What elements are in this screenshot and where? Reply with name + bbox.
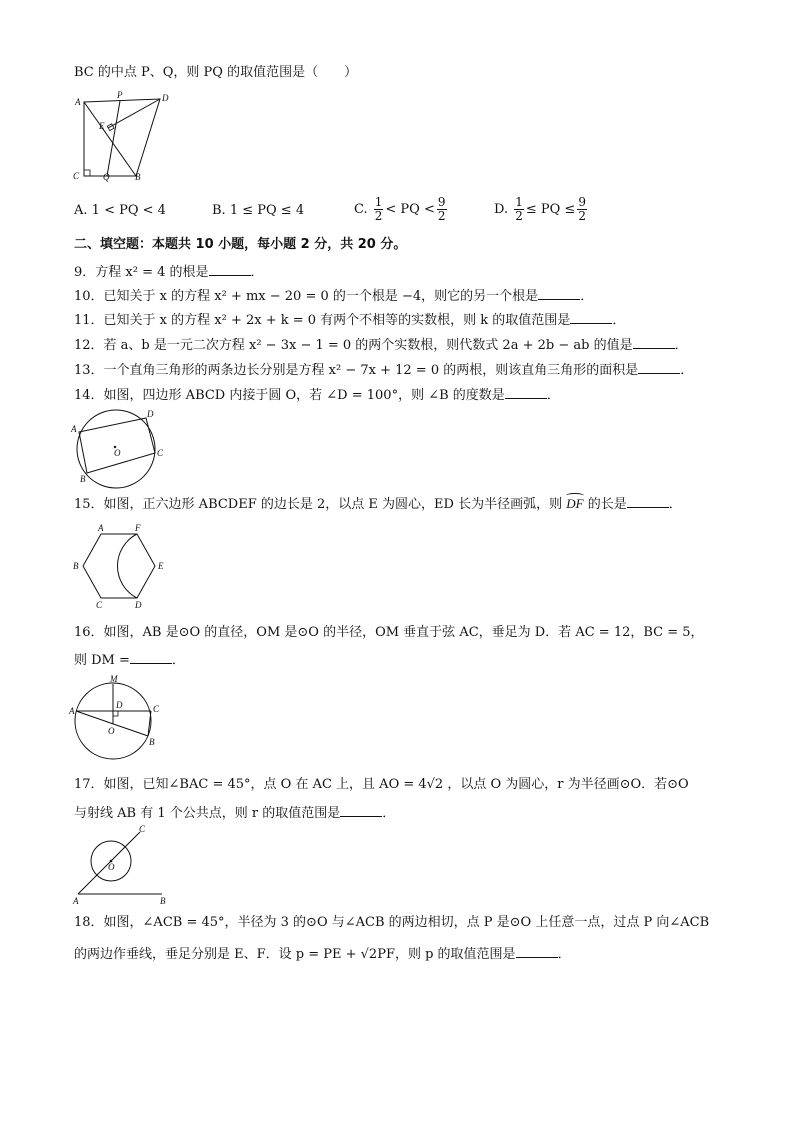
answer-blank[interactable]	[633, 335, 675, 349]
fig15-label-C: C	[96, 600, 103, 610]
q8-stem: BC 的中点 P、Q，则 PQ 的取值范围是（ ）	[74, 65, 358, 80]
answer-blank[interactable]	[340, 803, 382, 817]
q16-figure	[68, 674, 168, 764]
answer-blank[interactable]	[516, 944, 558, 958]
fig15-label-B: B	[73, 561, 79, 571]
answer-blank[interactable]	[570, 310, 612, 324]
fig16-label-B: B	[149, 737, 155, 747]
question-10: 10．已知关于 x 的方程 x² + mx − 20 = 0 的一个根是 −4，则它的另一个根是 ．	[74, 286, 593, 306]
option-d: D. $\frac{1}{2}$ ≤ PQ ≤ $\frac{9}{2}$	[494, 195, 586, 223]
fig16-label-D: D	[116, 700, 123, 710]
q17-figure	[70, 824, 174, 906]
fig14-label-O: O	[114, 448, 121, 458]
question-17: 17．如图，已知∠BAC = 45°，点 O 在 AC 上，且 AO = 4√2 ，以点 O 为圆心，r 为半径画⊙O．若⊙O	[74, 777, 689, 792]
question-16-cont: 则 DM = ．	[74, 650, 185, 670]
answer-blank[interactable]	[538, 286, 580, 300]
fig15-label-D: D	[135, 600, 142, 610]
question-12: 12．若 a、b 是一元二次方程 x² − 3x − 1 = 0 的两个实数根，则代数式 2a + 2b − ab 的值是 ．	[74, 335, 688, 355]
fig8-label-P: P	[117, 90, 123, 100]
fig16-label-O: O	[108, 726, 115, 736]
fig15-label-F: F	[135, 523, 141, 533]
option-c: C. $\frac{1}{2}$ < PQ < $\frac{9}{2}$	[354, 195, 446, 223]
answer-blank[interactable]	[638, 360, 680, 374]
question-13: 13．一个直角三角形的两条边长分别是方程 x² − 7x + 12 = 0 的两根，则该直角三角形的面积是 ．	[74, 360, 693, 380]
option-a: A. 1 < PQ < 4	[74, 203, 166, 218]
question-14: 14．如图，四边形 ABCD 内接于圆 O，若 ∠D = 100°，则 ∠B 的度数是 ．	[74, 385, 560, 405]
fig17-label-A: A	[73, 896, 79, 906]
section-title: 二、填空题：本题共 10 小题，每小题 2 分，共 20 分。	[74, 237, 407, 252]
question-9: 9．方程 x² = 4 的根是 ．	[74, 262, 264, 282]
question-18-cont: 的两边作垂线，垂足分别是 E、F．设 p = PE + √2PF，则 p 的取值范围是 ．	[74, 944, 571, 964]
fig8-label-A: A	[75, 97, 81, 107]
fig16-label-C: C	[153, 704, 160, 714]
fig17-label-C: C	[139, 824, 146, 834]
fig17-label-B: B	[160, 896, 166, 906]
answer-blank[interactable]	[505, 385, 547, 399]
fig14-label-A: A	[71, 424, 77, 434]
fig15-label-A: A	[98, 523, 104, 533]
fig8-label-B: B	[135, 172, 141, 182]
q15-figure	[72, 522, 172, 610]
question-17-cont: 与射线 AB 有 1 个公共点，则 r 的取值范围是 ．	[74, 803, 395, 823]
fig14-label-C: C	[157, 448, 164, 458]
fig14-label-D: D	[147, 409, 154, 419]
fig8-label-E: E	[99, 121, 105, 131]
fig15-label-E: E	[158, 561, 164, 571]
fig8-label-C: C	[73, 171, 80, 181]
q14-figure	[68, 408, 168, 490]
answer-blank[interactable]	[209, 262, 251, 276]
question-15: 15．如图，正六边形 ABCDEF 的边长是 2，以点 E 为圆心，ED 长为半径画弧，则 DF 的长是 ．	[74, 496, 682, 512]
option-b: B. 1 ≤ PQ ≤ 4	[212, 203, 305, 218]
answer-blank[interactable]	[627, 494, 669, 508]
fig8-label-D: D	[162, 93, 169, 103]
fig17-label-O: O	[108, 862, 115, 872]
fig8-label-Q: Q	[103, 172, 110, 182]
fig16-label-M: M	[110, 674, 118, 684]
fig14-label-B: B	[80, 474, 86, 484]
question-11: 11．已知关于 x 的方程 x² + 2x + k = 0 有两个不相等的实数根，则 k 的取值范围是 ．	[74, 310, 625, 330]
answer-blank[interactable]	[130, 650, 172, 664]
fig16-label-A: A	[69, 706, 75, 716]
question-16: 16．如图，AB 是⊙O 的直径，OM 是⊙O 的半径，OM 垂直于弦 AC，垂足为 D．若 AC = 12，BC = 5，	[74, 625, 704, 640]
question-18: 18．如图，∠ACB = 45°，半径为 3 的⊙O 与∠ACB 的两边相切，点 P 是⊙O 上任意一点，过点 P 向∠ACB	[74, 915, 710, 930]
q8-figure	[70, 92, 180, 182]
